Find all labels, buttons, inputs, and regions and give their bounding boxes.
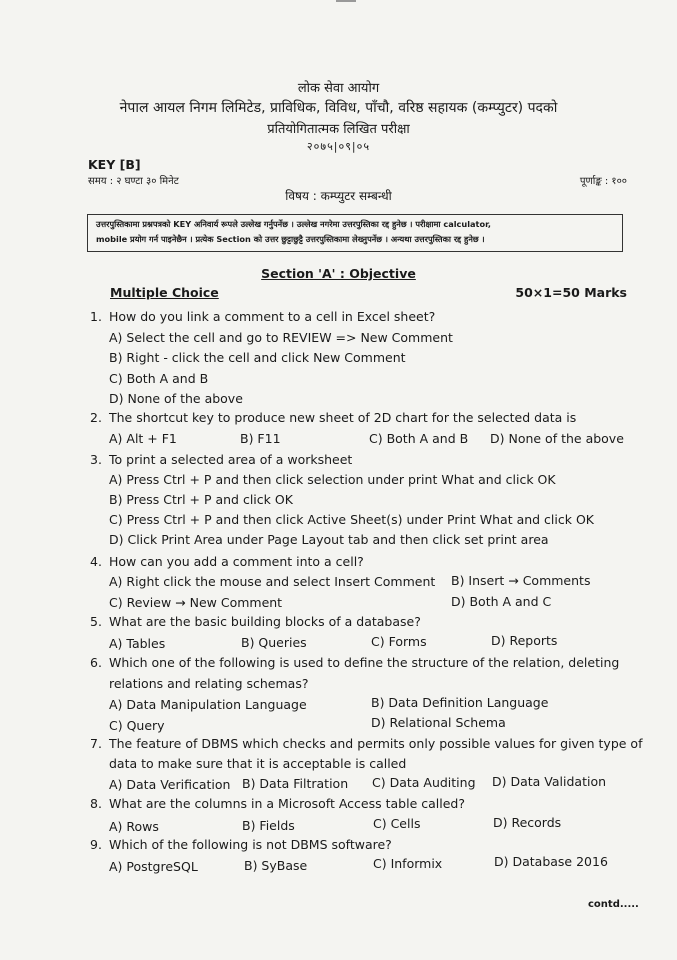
- instructions-box: [87, 214, 623, 252]
- question-text: To print a selected area of a worksheet: [109, 452, 353, 467]
- option: B) SyBase: [244, 858, 308, 873]
- section-marks: 50×1=50 Marks: [515, 285, 627, 300]
- option: C) Data Auditing: [372, 775, 476, 790]
- question-text: How do you link a comment to a cell in Excel sheet?: [109, 309, 436, 324]
- question: [90, 410, 576, 425]
- question: [90, 736, 642, 751]
- option: A) Data Verification: [109, 777, 231, 792]
- option: D) None of the above: [490, 431, 624, 446]
- question: [90, 796, 465, 811]
- option: B) Queries: [241, 635, 307, 650]
- time-label: समय : २ घण्टा ३० मिनेट: [88, 176, 179, 187]
- option: B) Data Definition Language: [371, 695, 549, 710]
- question-text: What are the columns in a Microsoft Access table called?: [109, 796, 465, 811]
- question-number: 4.: [90, 554, 102, 569]
- option: C) Query: [109, 718, 165, 733]
- option: B) Press Ctrl + P and click OK: [109, 492, 293, 507]
- company-title: नेपाल आयल निगम लिमिटेड, प्राविधिक, विविध, पाँचौ, वरिष्ठ सहायक (कम्प्युटर) पदको: [119, 100, 558, 116]
- continued-label: contd.....: [588, 899, 639, 910]
- option: D) Click Print Area under Page Layout tab and then click set print area: [109, 532, 549, 547]
- option: C) Cells: [373, 816, 421, 831]
- option: C) Forms: [371, 634, 427, 649]
- option: A) Rows: [109, 819, 159, 834]
- option: A) PostgreSQL: [109, 859, 198, 874]
- exam-type: प्रतियोगितात्मक लिखित परीक्षा: [267, 122, 410, 137]
- key-label: KEY [B]: [88, 157, 141, 172]
- question-number: 1.: [90, 309, 102, 324]
- question-text: The shortcut key to produce new sheet of 2D chart for the selected data is: [109, 410, 577, 425]
- question-text: What are the basic building blocks of a database?: [109, 614, 421, 629]
- option: A) Tables: [109, 636, 166, 651]
- subject-label: विषय : कम्प्युटर सम्बन्धी: [285, 189, 392, 203]
- question: [90, 614, 421, 629]
- option: C) Review → New Comment: [109, 595, 283, 610]
- option: D) Database 2016: [494, 854, 608, 869]
- question-number: 2.: [90, 410, 102, 425]
- option: C) Both A and B: [369, 431, 469, 446]
- question: [90, 655, 619, 670]
- option: D) Relational Schema: [371, 715, 506, 730]
- full-marks: पूर्णाङ्क : १००: [579, 176, 627, 187]
- question-number: 6.: [90, 655, 102, 670]
- exam-date: २०७५|०९|०५: [306, 140, 371, 153]
- option: B) Insert → Comments: [451, 573, 591, 588]
- option: B) Fields: [242, 818, 295, 833]
- question-number: 3.: [90, 452, 102, 467]
- option: A) Alt + F1: [109, 431, 177, 446]
- option: A) Press Ctrl + P and then click selection under print What and click OK: [109, 472, 556, 487]
- instructions-line: mobile प्रयोग गर्न पाइनेछैन । प्रत्येक Section को उत्तर छुट्टाछुट्टै उत्तरपुस्तिकामा लेख्नुपर्नेछ । अन्यथा उत्तरपुस्तिका रद्द हुनेछ ।: [96, 234, 485, 244]
- section-subtitle: Multiple Choice: [110, 285, 219, 300]
- question: [90, 309, 435, 324]
- option: A) Right click the mouse and select Insert Comment: [109, 574, 436, 589]
- option: A) Data Manipulation Language: [109, 697, 307, 712]
- option: D) Reports: [491, 633, 558, 648]
- question: [90, 837, 392, 852]
- question: [90, 452, 352, 467]
- option: B) F11: [240, 431, 281, 446]
- org-name: लोक सेवा आयोग: [297, 81, 380, 96]
- instructions-line: उत्तरपुस्तिकामा प्रश्नपत्रको KEY अनिवार्य रूपले उल्लेख गर्नुपर्नेछ । उल्लेख नगरेमा उत्तरपुस्तिका रद्द हुनेछ । परीक्षामा calculator,: [96, 219, 492, 229]
- question-text: Which one of the following is used to define the structure of the relation, deleting: [109, 655, 620, 670]
- question: [90, 554, 364, 569]
- option: D) None of the above: [109, 391, 243, 406]
- option: D) Records: [493, 815, 562, 830]
- question-number: 9.: [90, 837, 102, 852]
- question-text: Which of the following is not DBMS software?: [109, 837, 392, 852]
- question-continuation: relations and relating schemas?: [109, 676, 309, 691]
- option: D) Data Validation: [492, 774, 607, 789]
- option: D) Both A and C: [451, 594, 552, 609]
- option: C) Press Ctrl + P and then click Active Sheet(s) under Print What and click OK: [109, 512, 594, 527]
- question-number: 5.: [90, 614, 102, 629]
- question-number: 7.: [90, 736, 102, 751]
- option: A) Select the cell and go to REVIEW => New Comment: [109, 330, 453, 345]
- option: B) Data Filtration: [242, 776, 349, 791]
- option: B) Right - click the cell and click New Comment: [109, 350, 406, 365]
- option: C) Informix: [373, 856, 443, 871]
- question-text: How can you add a comment into a cell?: [109, 554, 364, 569]
- question-text: The feature of DBMS which checks and permits only possible values for given type of: [109, 736, 643, 751]
- section-title: Section 'A' : Objective: [261, 266, 416, 281]
- question-continuation: data to make sure that it is acceptable is called: [109, 756, 407, 771]
- question-number: 8.: [90, 796, 102, 811]
- option: C) Both A and B: [109, 371, 209, 386]
- scan-mark: [336, 0, 356, 2]
